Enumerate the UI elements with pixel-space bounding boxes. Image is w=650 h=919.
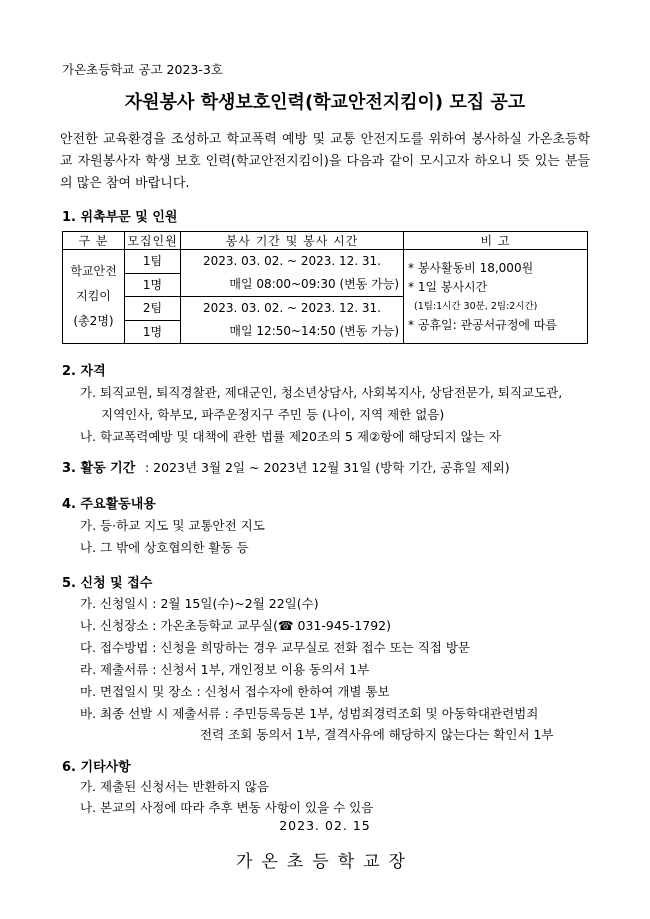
notice-number: 가온초등학교 공고 2023-3호 — [62, 62, 223, 77]
period-range: 2023. 03. 02. ~ 2023. 12. 31. — [203, 254, 381, 268]
activity-period: : 2023년 3월 2일 ~ 2023년 12월 31일 (방학 기간, 공휴일 제외) — [145, 460, 510, 475]
note-line: * 공휴일: 관공서규정에 따름 — [408, 317, 557, 332]
application-item: 라. 제출서류 : 신청서 1부, 개인정보 이용 동의서 1부 — [80, 662, 370, 677]
table-header-row — [63, 232, 588, 250]
team-count-cell — [125, 297, 181, 344]
application-item-cont: 전력 조회 동의서 1부, 결격사유에 해당하지 않는다는 확인서 1부 — [200, 727, 554, 742]
activity-item: 가. 등·하교 지도 및 교통안전 지도 — [80, 518, 265, 533]
team-label: 1팀 — [142, 254, 163, 268]
section-1-title: 1. 위촉부문 및 인원 — [62, 210, 178, 225]
team-count: 1명 — [125, 320, 180, 343]
section-4-title: 4. 주요활동내용 — [62, 497, 156, 512]
period-cell — [181, 297, 404, 344]
misc-item: 가. 제출된 신청서는 반환하지 않음 — [80, 779, 269, 794]
intro-paragraph: 안전한 교육환경을 조성하고 학교폭력 예방 및 교통 안전지도를 위하여 봉사하실 가온초등학교 자원봉사자 학생 보호 인력(학교안전지킴이)을 다음과 같이 모시고자 하오니 뜻 있는 분들의 많은 참여 바랍니다. — [60, 132, 590, 191]
section-5-title: 5. 신청 및 접수 — [62, 576, 153, 591]
header-note: 비 고 — [404, 232, 588, 250]
note-line: * 1일 봉사시간 — [408, 279, 488, 294]
application-item: 마. 면접일시 및 장소 : 신청서 접수자에 한하여 개별 통보 — [80, 684, 390, 699]
team-count-cell — [125, 250, 181, 297]
team-label: 2팀 — [142, 301, 163, 315]
period-cell — [181, 250, 404, 297]
misc-item: 나. 본교의 사정에 따라 추후 변동 사항이 있을 수 있음 — [80, 800, 374, 815]
header-recruit-count: 모집인원 — [125, 232, 181, 250]
qualification-item: 가. 퇴직교원, 퇴직경찰관, 제대군인, 청소년상담사, 사회복지사, 상담전문가, 퇴직교도관, — [80, 385, 563, 400]
section-2-title: 2. 자격 — [62, 364, 106, 379]
application-item: 가. 신청일시 : 2월 15일(수)~2월 22일(수) — [80, 596, 319, 611]
section-6-title: 6. 기타사항 — [62, 760, 131, 775]
signature: 가온초등학교장 — [236, 852, 414, 872]
dept-line: (총2명) — [73, 314, 114, 328]
section-3-title: 3. 활동 기간 — [62, 461, 136, 476]
note-cell — [404, 250, 588, 344]
note-line: (1팀:1시간 30분, 2팀:2시간) — [414, 300, 538, 312]
notice-date: 2023. 02. 15 — [279, 818, 371, 833]
application-item: 나. 신청장소 : 가온초등학교 교무실(☎ 031-945-1792) — [80, 618, 391, 633]
period-range: 2023. 03. 02. ~ 2023. 12. 31. — [203, 301, 381, 315]
dept-cell — [63, 250, 125, 344]
note-line: * 봉사활동비 18,000원 — [408, 260, 534, 275]
header-category: 구 분 — [63, 232, 125, 250]
dept-line: 지킴이 — [76, 289, 111, 303]
period-time: 매일 08:00~09:30 (변동 가능) — [229, 277, 399, 291]
dept-line: 학교안전 — [70, 264, 117, 278]
activity-item: 나. 그 밖에 상호협의한 활동 등 — [80, 540, 249, 555]
qualification-item: 나. 학교폭력예방 및 대책에 관한 법률 제20조의 5 제②항에 해당되지 않는 자 — [80, 429, 501, 444]
period-time: 매일 12:50~14:50 (변동 가능) — [229, 324, 399, 338]
table-row — [63, 250, 588, 297]
application-item: 바. 최종 선발 시 제출서류 : 주민등록등본 1부, 성범죄경력조회 및 아동학대관련범죄 — [80, 706, 539, 721]
recruit-table — [62, 231, 588, 344]
qualification-item-cont: 지역인사, 학부모, 파주운정지구 주민 등 (나이, 지역 제한 없음) — [101, 407, 445, 422]
team-count: 1명 — [125, 273, 180, 296]
header-period: 봉사 기간 및 봉사 시간 — [181, 232, 404, 250]
page-title: 자원봉사 학생보호인력(학교안전지킴이) 모집 공고 — [124, 92, 526, 113]
application-item: 다. 접수방법 : 신청을 희망하는 경우 교무실로 전화 접수 또는 직접 방문 — [80, 640, 470, 655]
